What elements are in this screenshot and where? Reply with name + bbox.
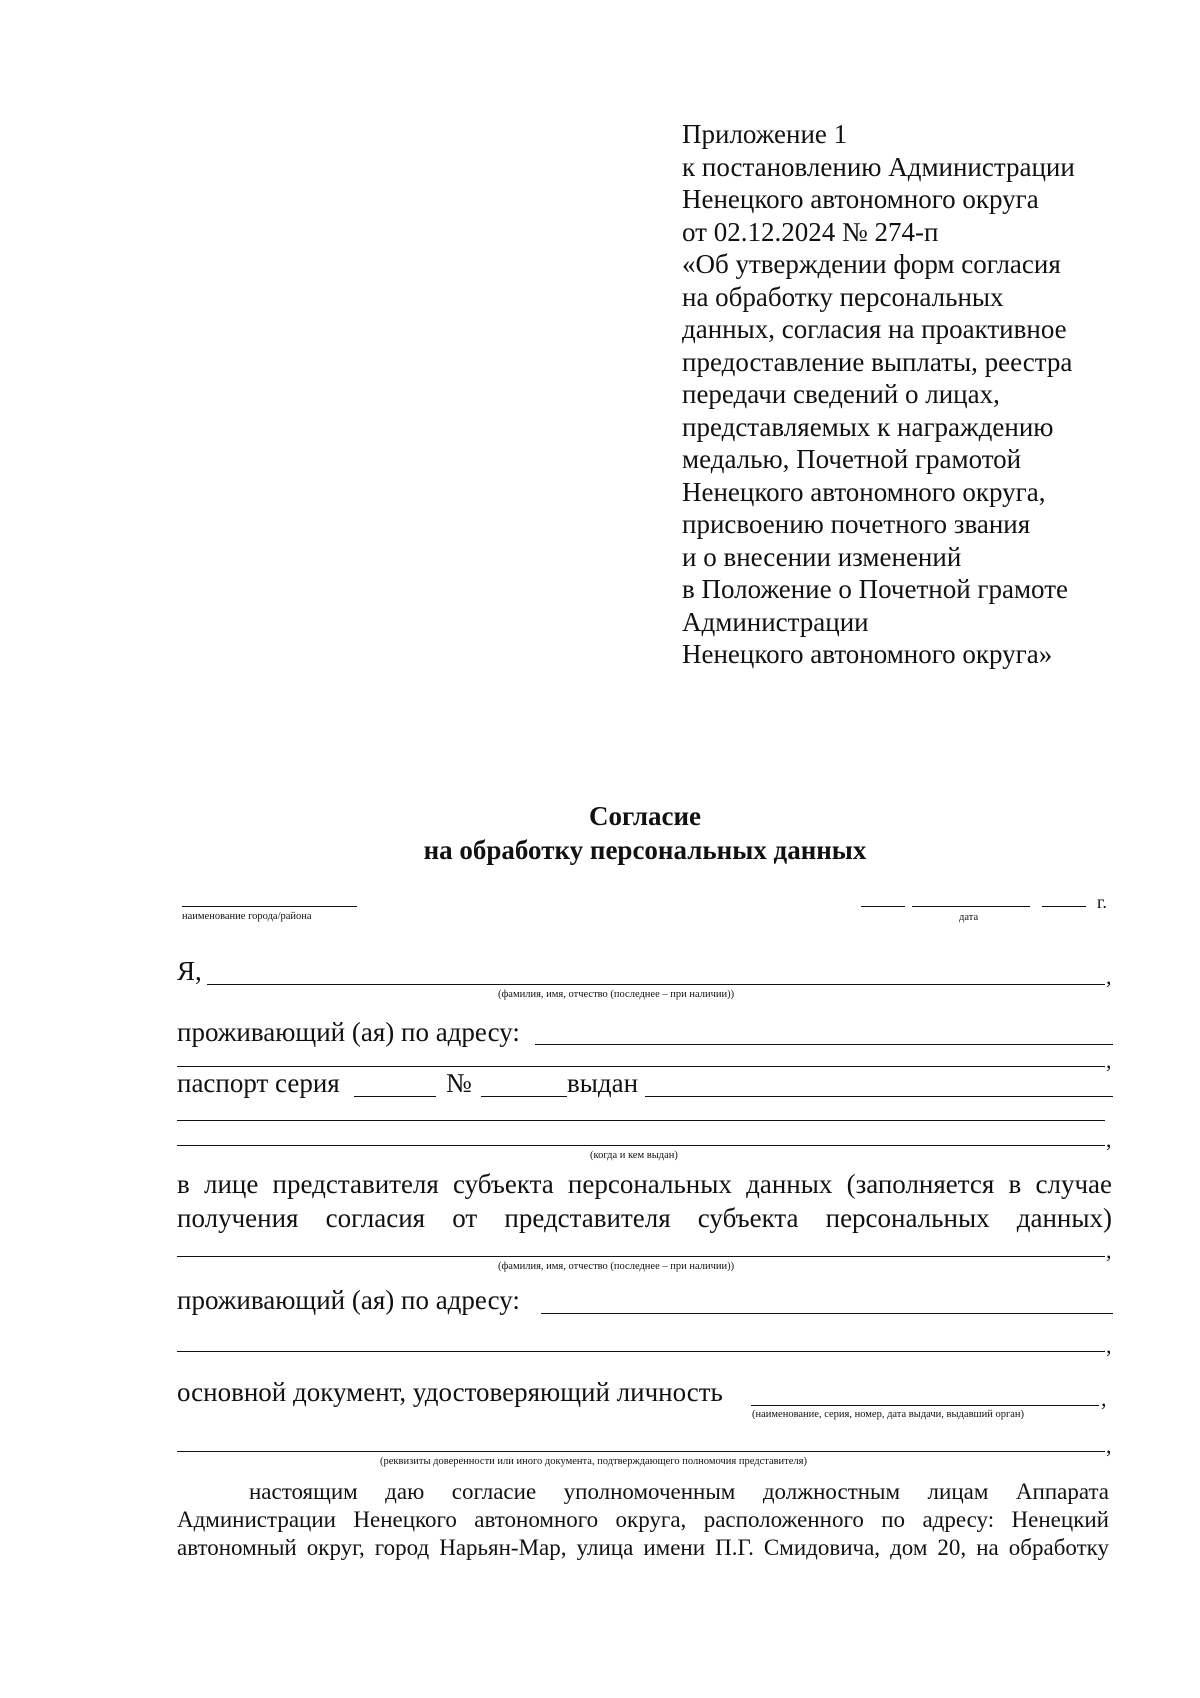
fio-caption: (фамилия, имя, отчество (последнее – при наличии)) [498, 989, 735, 1000]
appendix-line: Приложение 1 [682, 119, 848, 149]
date-day-line[interactable] [861, 906, 905, 907]
body-line-3: автономный округ, город Нарьян-Мар, улица имени П.Г. Смидовича, дом 20, на обработку [177, 1535, 1109, 1560]
rep-address-field-line-1[interactable] [541, 1313, 1113, 1314]
appendix-line: на обработку персональных [682, 281, 1004, 312]
passport-issued-field-3[interactable] [177, 1145, 1105, 1146]
comma: , [1106, 1127, 1112, 1152]
address-label: проживающий (ая) по адресу: [177, 1017, 520, 1047]
appendix-line: присвоению почетного звания [682, 509, 1031, 539]
appendix-line: Ненецкого автономного округа [682, 184, 1039, 214]
year-suffix: г. [1097, 892, 1107, 912]
comma: , [1101, 1386, 1107, 1411]
passport-number-field[interactable] [481, 1096, 567, 1097]
appendix-line: представляемых к награждению [682, 411, 1054, 442]
representative-text-line-1: в лице представителя субъекта персональных данных (заполняется в случае [177, 1169, 1112, 1199]
appendix-line: Ненецкого автономного округа» [682, 639, 1053, 669]
passport-series-field[interactable] [354, 1096, 436, 1097]
passport-series-label: паспорт серия [177, 1068, 340, 1098]
passport-issued-label: выдан [567, 1068, 639, 1098]
date-caption: дата [959, 912, 979, 923]
appendix-line: к постановлению Администрации [682, 151, 1075, 182]
representative-text-line-2: получения согласия от представителя субъекта персональных данных) [177, 1203, 1112, 1233]
rep-address-label: проживающий (ая) по адресу: [177, 1285, 520, 1315]
comma: , [1106, 1433, 1112, 1458]
issued-caption: (когда и кем выдан) [590, 1150, 678, 1161]
passport-issued-field-2[interactable] [177, 1120, 1105, 1121]
body-line-2: Администрации Ненецкого автономного округа, расположенного по адресу: Ненецкий [177, 1507, 1109, 1532]
rep-address-field-line-2[interactable] [177, 1351, 1105, 1352]
rep-fio-caption: (фамилия, имя, отчество (последнее – при наличии)) [498, 1261, 735, 1272]
city-caption: наименование города/района [182, 911, 312, 922]
appendix-line: «Об утверждении форм согласия [682, 249, 1061, 279]
rep-fio-field-line[interactable] [177, 1256, 1105, 1257]
address-field-line-1[interactable] [535, 1044, 1113, 1045]
comma: , [1106, 1333, 1112, 1358]
body-line-1: настоящим даю согласие уполномоченным должностным лицам Аппарата [249, 1479, 1109, 1504]
date-year-line[interactable] [1042, 906, 1086, 907]
appendix-line: медалью, Почетной грамотой [682, 444, 1022, 474]
city-field-line[interactable] [182, 906, 357, 907]
id-doc-field-line[interactable] [751, 1405, 1099, 1406]
appendix-header [682, 118, 1162, 671]
date-month-line[interactable] [912, 906, 1030, 907]
proxy-doc-field-line[interactable] [177, 1451, 1105, 1452]
appendix-line: Администрации [682, 606, 869, 637]
appendix-line: от 02.12.2024 № 274-п [682, 216, 939, 247]
proxy-caption: (реквизиты доверенности или иного документа, подтверждающего полномочия представителя) [380, 1456, 807, 1467]
appendix-line: Ненецкого автономного округа, [682, 476, 1046, 507]
id-doc-label: основной документ, удостоверяющий личность [177, 1377, 723, 1407]
id-doc-caption: (наименование, серия, номер, дата выдачи, выдавший орган) [752, 1409, 1025, 1420]
passport-issued-field-1[interactable] [645, 1096, 1113, 1097]
document-subtitle: на обработку персональных данных [423, 835, 867, 865]
comma: , [1106, 964, 1112, 989]
consent-body-text [177, 1478, 1109, 1562]
appendix-line: и о внесении изменений [682, 541, 962, 572]
document-title: Согласие [588, 801, 702, 831]
appendix-line: предоставление выплаты, реестра [682, 346, 1073, 377]
appendix-line: в Положение о Почетной грамоте [682, 574, 1068, 604]
appendix-line: данных, согласия на проактивное [682, 314, 1067, 344]
i-label: Я, [177, 956, 202, 986]
passport-number-label: № [446, 1068, 472, 1098]
fio-field-line[interactable] [207, 984, 1105, 985]
comma: , [1106, 1238, 1112, 1263]
appendix-line: передачи сведений о лицах, [682, 379, 1000, 409]
comma: , [1106, 1048, 1112, 1073]
